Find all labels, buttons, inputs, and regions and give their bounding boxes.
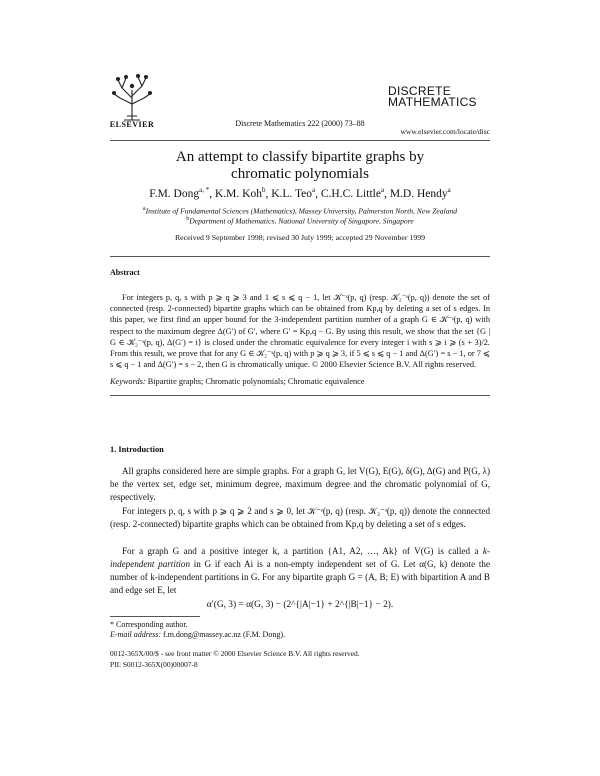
keywords-list: Bipartite graphs; Chromatic polynomials; Chromatic equivalence — [147, 377, 365, 386]
section-heading: 1. Introduction — [110, 445, 164, 454]
intro-paragraph-3: For a graph G and a positive integer k, a partition {A1, A2, …, Ak} of V(G) is called a k-independent partition in G if each Ai is a non-empty independent set of G. Let α(G, k) denote the number of k-independent partitions in G. For any bipartite graph G = (A, B; E) with bipartition A and B and edge set E, let — [110, 546, 490, 595]
email-value: f.m.dong@massey.ac.nz (F.M. Dong). — [163, 630, 285, 639]
footnote-rule — [110, 616, 200, 617]
copyright-line: 0012-365X/00/$ - see front matter © 2000 Elsevier Science B.V. All rights reserved. — [110, 649, 360, 658]
journal-brand-line-2: MATHEMATICS — [388, 95, 477, 109]
author-separator: , — [315, 187, 321, 200]
journal-citation: Discrete Mathematics 222 (2000) 73–88 — [235, 119, 365, 128]
author-little: C.H.C. Little — [320, 187, 381, 200]
copyright-icon: © — [311, 360, 321, 370]
author-separator: , — [209, 187, 215, 200]
author-little-affil: a — [380, 186, 385, 194]
defined-term: k-independent partition — [110, 546, 490, 569]
display-equation: α′(G, 3) = α(G, 3) − (2^{|A|−1} + 2^{|B|−1} − 2). — [206, 600, 394, 610]
author-separator: , — [384, 187, 390, 200]
publisher-logo — [110, 68, 154, 132]
author-koh: K.M. Koh — [214, 187, 262, 200]
paper-title-line-1: An attempt to classify bipartite graphs by — [175, 149, 425, 165]
intro-paragraph-2: For integers p, q, s with p ⩾ q ⩾ 2 and s ⩾ 0, let 𝒦⁻ˢ(p, q) (resp. 𝒦₂⁻ˢ(p, q)) denote the connected (resp. 2-connected) bipartite graphs which can be obtained from Kp,q by deleting a set of s edges. — [110, 506, 490, 529]
elsevier-tree-icon — [110, 68, 154, 124]
author-hendy-affil: a — [447, 186, 451, 194]
author-dong-affil: a, * — [199, 186, 210, 194]
authors-line — [110, 186, 490, 200]
journal-brand-line-1: DISCRETE — [388, 84, 452, 98]
journal-brand — [388, 86, 488, 108]
footnote-email — [110, 630, 490, 640]
keywords-label: Keywords: — [110, 377, 148, 386]
affiliation-a: $^a$Institute of Fundamental Sciences (Mathematics), Massey University, Palmerston North, New Zealand — [142, 206, 458, 216]
header-rule — [110, 140, 490, 141]
footnote-corresponding: * Corresponding author. — [110, 620, 188, 629]
abstract-body: For integers p, q, s with p ⩾ q ⩾ 3 and 1 ⩽ s ⩽ q − 1, let 𝒦⁻ˢ(p, q) (resp. 𝒦₂⁻ˢ(p, q)) denote the set of connected (resp. 2-connected) bipartite graphs which can be obtained from Kp,q by deleting a set of s edges. In this paper, we first find an upper bound for the 3-independent partition number of a graph G ∈ 𝒦⁻ˢ(p, q) with respect to the maximum degree Δ(G′) of G′, where G′ = Kp,q − G. By using this result, we show that the set {G | G ∈ 𝒦₂⁻ˢ(p, q), Δ(G′) = i} is closed under the chromatic equivalence for every integer i with s ⩾ i ⩾ (s + 3)/2. From this result, we prove that for any G ∈ 𝒦₂⁻ˢ(p, q) with p ⩾ q ⩾ 3, if 5 ⩽ s ⩽ q − 1 and Δ(G′) = s − 1, or 7 ⩽ s ⩽ q − 1 and Δ(G′) = s − 2, then G is chromatically unique. © 2000 Elsevier Science B.V. All rights reserved. — [110, 293, 490, 370]
pii-line: PII: S0012-365X(00)00007-8 — [110, 660, 198, 669]
author-separator: , — [265, 187, 272, 200]
received-dates: Received 9 September 1998; revised 30 July 1999; accepted 29 November 1999 — [174, 233, 426, 242]
author-teo-affil: a — [312, 186, 316, 194]
author-dong: F.M. Dong — [149, 187, 200, 200]
intro-paragraph-1: All graphs considered here are simple graphs. For a graph G, let V(G), E(G), δ(G), Δ(G) and P(G, λ) be the vertex set, edge set, minimum degree, maximum degree and the chromatic polynomial of G, respectively. — [110, 466, 490, 502]
author-teo: K.L. Teo — [271, 187, 313, 200]
abstract-heading: Abstract — [110, 268, 140, 277]
keywords-line — [110, 376, 490, 387]
publisher-logo-text: ELSEVIER — [109, 120, 155, 129]
abstract-bottom-rule — [110, 395, 490, 396]
author-hendy: M.D. Hendy — [389, 187, 448, 200]
abstract-top-rule — [110, 256, 490, 257]
paper-title-line-2: chromatic polynomials — [231, 166, 369, 182]
journal-url: www.elsevier.com/locate/disc — [400, 127, 490, 136]
author-koh-affil: b — [261, 186, 266, 194]
paper-title — [110, 149, 490, 183]
email-label: E-mail address: — [110, 630, 164, 639]
affiliation-b: $^b$Department of Mathematics, National University of Singapore, Singapore — [186, 216, 414, 226]
